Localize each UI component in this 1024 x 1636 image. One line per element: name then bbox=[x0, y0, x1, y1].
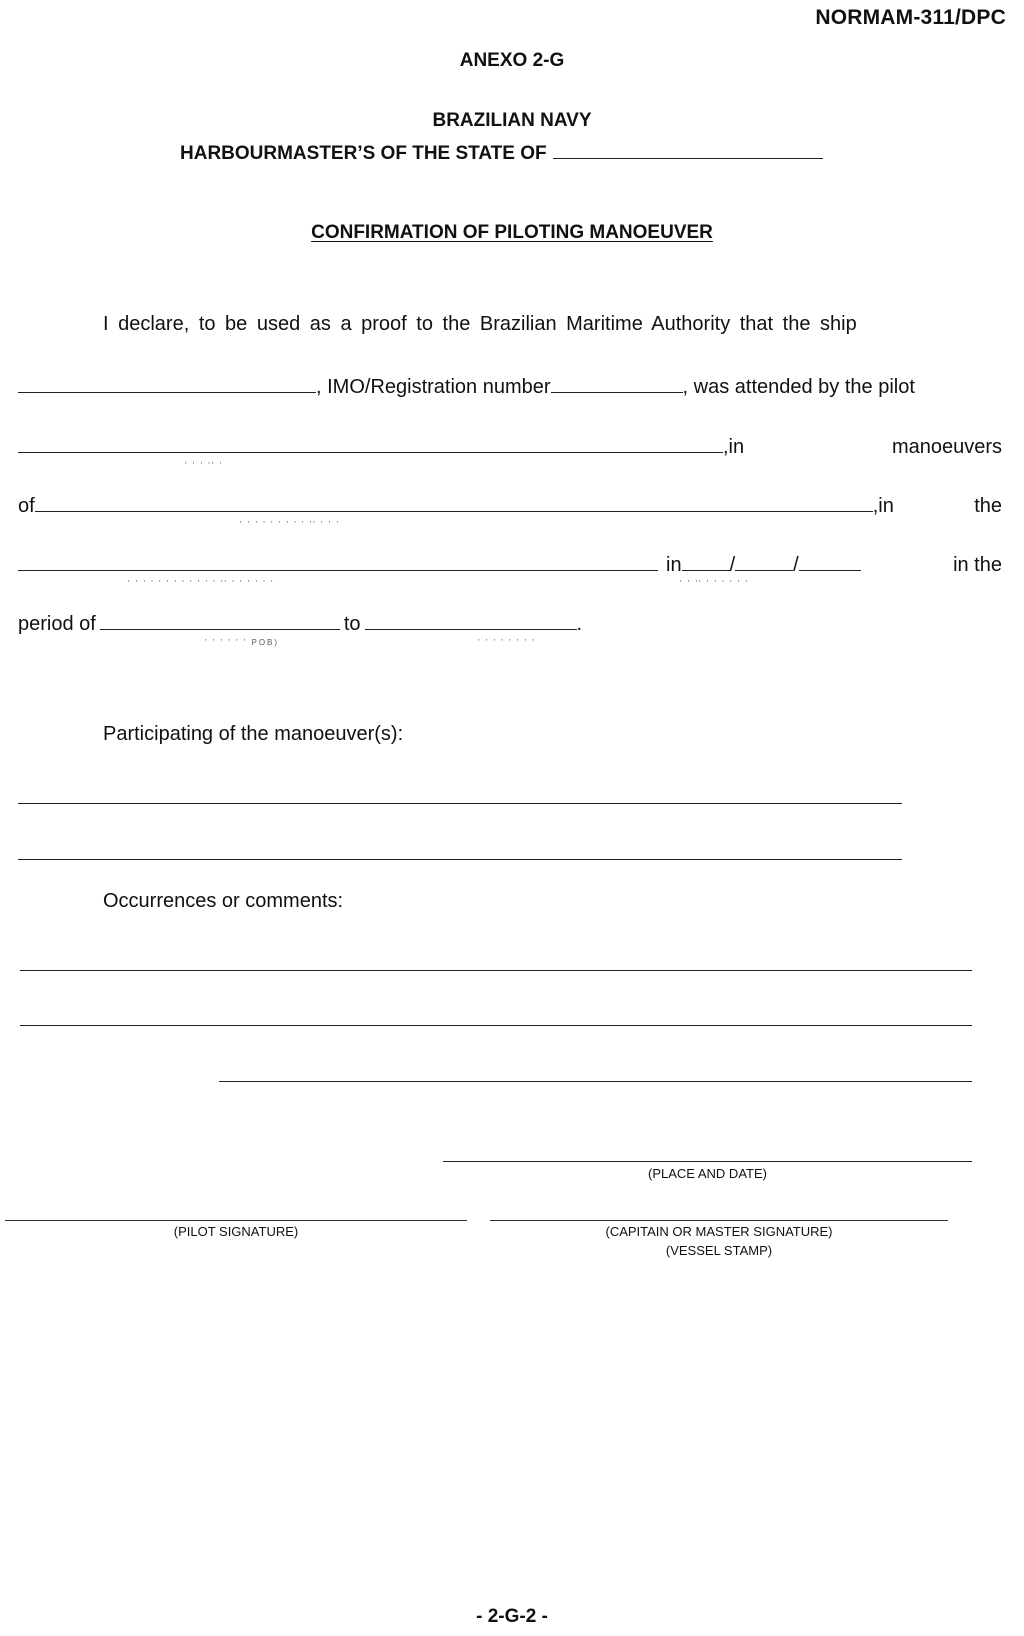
in-label: ,in bbox=[723, 436, 745, 458]
annex-label: ANEXO 2-G bbox=[459, 50, 565, 71]
occurrences-line-2[interactable] bbox=[20, 1025, 972, 1026]
date-day-field[interactable] bbox=[682, 550, 730, 571]
participating-line-1[interactable] bbox=[18, 803, 902, 804]
manoeuver-type-field[interactable] bbox=[35, 491, 873, 512]
organization-title: BRAZILIAN NAVY bbox=[432, 110, 592, 131]
ship-name-field[interactable] bbox=[18, 372, 316, 393]
place-date-label: (PLACE AND DATE) bbox=[648, 1166, 767, 1181]
state-field[interactable] bbox=[553, 140, 823, 159]
declaration-line-5 bbox=[18, 550, 1002, 577]
declaration-line-1 bbox=[103, 313, 1002, 336]
pilot-signature-label: (PILOT SIGNATURE) bbox=[173, 1224, 299, 1239]
period-dot: . bbox=[576, 613, 583, 635]
captain-signature-line[interactable] bbox=[490, 1220, 948, 1221]
declaration-line-6 bbox=[18, 609, 1002, 636]
captain-signature-label: (CAPITAIN OR MASTER SIGNATURE) bbox=[605, 1224, 833, 1239]
date-slash-1: / bbox=[729, 554, 736, 576]
period-label: period of bbox=[18, 613, 96, 635]
to-label: to bbox=[343, 613, 361, 635]
page-number: - 2-G-2 - bbox=[476, 1606, 548, 1627]
form-title: CONFIRMATION OF PILOTING MANOEUVER bbox=[311, 222, 713, 243]
attended-label: , was attended by the pilot bbox=[682, 376, 915, 398]
period-start-field[interactable] bbox=[100, 609, 340, 630]
manoeuver-type-hint: ' ' ' ' ' ' ' ' ' '' ' ' ' bbox=[240, 520, 341, 529]
imo-number-field[interactable] bbox=[551, 372, 683, 393]
harbourmaster-label: HARBOURMASTER’S OF THE STATE OF bbox=[180, 143, 547, 164]
location-hint: ' ' ' ' ' ' ' ' ' ' ' ' '' ' ' ' ' ' ' bbox=[128, 579, 275, 588]
of-label: of bbox=[18, 495, 35, 517]
participating-line-2[interactable] bbox=[18, 859, 902, 860]
period-end-hint: ' ' ' ' ' ' ' ' bbox=[478, 638, 536, 647]
period-end-field[interactable] bbox=[365, 609, 577, 630]
location-field[interactable] bbox=[18, 550, 658, 571]
occurrences-line-1[interactable] bbox=[20, 970, 972, 971]
pilot-signature-line[interactable] bbox=[5, 1220, 467, 1221]
imo-label: , IMO/Registration number bbox=[316, 376, 551, 398]
document-code: NORMAM-311/DPC bbox=[815, 6, 1006, 29]
pilot-name-field[interactable] bbox=[18, 432, 723, 453]
the-label: the bbox=[974, 495, 1002, 517]
period-start-hint: ' ' ' ' ' ' POB) bbox=[205, 638, 280, 647]
pilot-name-hint: ' ' ' '' ' bbox=[185, 461, 224, 470]
in-label-3: in bbox=[666, 554, 682, 576]
place-date-line[interactable] bbox=[443, 1161, 972, 1162]
manoeuvers-label: manoeuvers bbox=[891, 436, 1002, 458]
declaration-line-4 bbox=[18, 491, 1002, 518]
declaration-line-3 bbox=[18, 432, 1002, 459]
date-month-field[interactable] bbox=[735, 550, 793, 571]
date-year-field[interactable] bbox=[799, 550, 861, 571]
date-hint: ' ' '' ' ' ' ' ' ' bbox=[680, 579, 750, 588]
harbourmaster-line bbox=[180, 140, 823, 165]
occurrences-label: Occurrences or comments: bbox=[103, 890, 344, 912]
declaration-line-2 bbox=[18, 372, 1002, 399]
date-slash-2: / bbox=[793, 554, 799, 576]
occurrences-line-3[interactable] bbox=[219, 1081, 972, 1082]
declaration-text: I declare, to be used as a proof to the Brazilian Maritime Authority that the ship bbox=[103, 313, 857, 335]
vessel-stamp-label: (VESSEL STAMP) bbox=[665, 1243, 773, 1258]
in-label-2: ,in bbox=[872, 495, 894, 517]
in-the-label: in the bbox=[953, 554, 1002, 576]
participating-label: Participating of the manoeuver(s): bbox=[103, 723, 404, 745]
